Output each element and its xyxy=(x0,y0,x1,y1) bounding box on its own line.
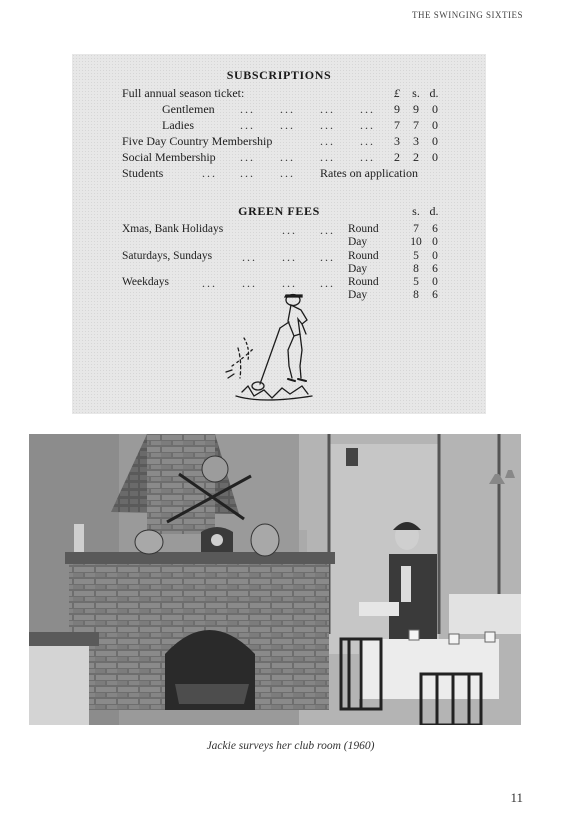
pounds-value: 3 xyxy=(394,134,400,148)
shillings-value: 9 xyxy=(413,102,419,116)
full-annual-label: Full annual season ticket: xyxy=(122,86,245,100)
sub-row-label: Social Membership xyxy=(122,150,216,164)
fees-card xyxy=(72,54,486,414)
gf-shillings: 5 xyxy=(413,250,419,262)
sub-row-label: Five Day Country Membership xyxy=(122,134,273,148)
gf-col-d: d. xyxy=(429,204,439,218)
col-s: s. xyxy=(412,86,420,100)
gf-row-label: Xmas, Bank Holidays xyxy=(122,223,224,235)
leader-dots: ... xyxy=(242,276,257,290)
gf-pence: 6 xyxy=(432,223,438,235)
running-head: THE SWINGING SIXTIES xyxy=(412,10,523,20)
gf-shillings: 8 xyxy=(413,263,419,275)
gf-shillings: 8 xyxy=(413,289,419,301)
leader-dots: ... xyxy=(242,250,257,264)
leader-dots: ... xyxy=(282,223,297,237)
leader-dots: ... xyxy=(320,118,335,132)
green-fees-title: GREEN FEES xyxy=(238,204,320,218)
leader-dots: ... xyxy=(320,276,335,290)
gf-shillings: 7 xyxy=(413,223,419,235)
leader-dots: ... xyxy=(240,118,255,132)
leader-dots: ... xyxy=(320,134,335,148)
gf-row-type: Round xyxy=(348,276,379,288)
gf-pence: 6 xyxy=(432,263,438,275)
leader-dots: ... xyxy=(320,223,335,237)
gf-shillings: 5 xyxy=(413,276,419,288)
photo-caption: Jackie surveys her club room (1960) xyxy=(206,740,375,752)
col-pound: £ xyxy=(394,86,400,100)
golfer-illustration xyxy=(222,286,332,408)
leader-dots: ... xyxy=(240,166,255,180)
pence-value: 0 xyxy=(432,118,438,132)
pence-value: 0 xyxy=(432,134,438,148)
col-d: d. xyxy=(429,86,439,100)
subscriptions-title: SUBSCRIPTIONS xyxy=(226,68,332,82)
leader-dots: ... xyxy=(280,150,295,164)
gf-col-s: s. xyxy=(412,204,420,218)
leader-dots: ... xyxy=(282,276,297,290)
page-number: 11 xyxy=(510,790,523,805)
gf-shillings: 10 xyxy=(410,236,422,248)
pounds-value: 7 xyxy=(394,118,400,132)
shillings-value: 3 xyxy=(413,134,419,148)
leader-dots: ... xyxy=(280,102,295,116)
gf-row-type: Round xyxy=(348,250,379,262)
students-label: Students xyxy=(122,166,164,180)
gf-row-type: Day xyxy=(348,289,368,301)
gf-row-type: Round xyxy=(348,223,379,235)
leader-dots: ... xyxy=(360,134,375,148)
leader-dots: ... xyxy=(202,276,217,290)
leader-dots: ... xyxy=(320,150,335,164)
gf-row-label: Weekdays xyxy=(122,276,169,288)
leader-dots: ... xyxy=(202,166,217,180)
gf-pence: 0 xyxy=(432,276,438,288)
gf-pence: 0 xyxy=(432,236,438,248)
sub-row-label: Gentlemen xyxy=(162,102,215,116)
gf-pence: 0 xyxy=(432,250,438,262)
leader-dots: ... xyxy=(240,102,255,116)
pence-value: 0 xyxy=(432,102,438,116)
shillings-value: 2 xyxy=(413,150,419,164)
gf-row-label: Saturdays, Sundays xyxy=(122,250,213,262)
pounds-value: 9 xyxy=(394,102,400,116)
club-room-photo xyxy=(29,434,521,725)
sub-row-label: Ladies xyxy=(162,118,194,132)
gf-row-type: Day xyxy=(348,236,368,248)
leader-dots: ... xyxy=(280,166,295,180)
leader-dots: ... xyxy=(282,250,297,264)
gf-pence: 6 xyxy=(432,289,438,301)
pounds-value: 2 xyxy=(394,150,400,164)
leader-dots: ... xyxy=(240,150,255,164)
leader-dots: ... xyxy=(360,118,375,132)
leader-dots: ... xyxy=(280,118,295,132)
leader-dots: ... xyxy=(360,102,375,116)
leader-dots: ... xyxy=(320,102,335,116)
gf-row-type: Day xyxy=(348,263,368,275)
pence-value: 0 xyxy=(432,150,438,164)
leader-dots: ... xyxy=(360,150,375,164)
shillings-value: 7 xyxy=(413,118,419,132)
leader-dots: ... xyxy=(320,250,335,264)
students-value: Rates on application xyxy=(320,166,418,180)
